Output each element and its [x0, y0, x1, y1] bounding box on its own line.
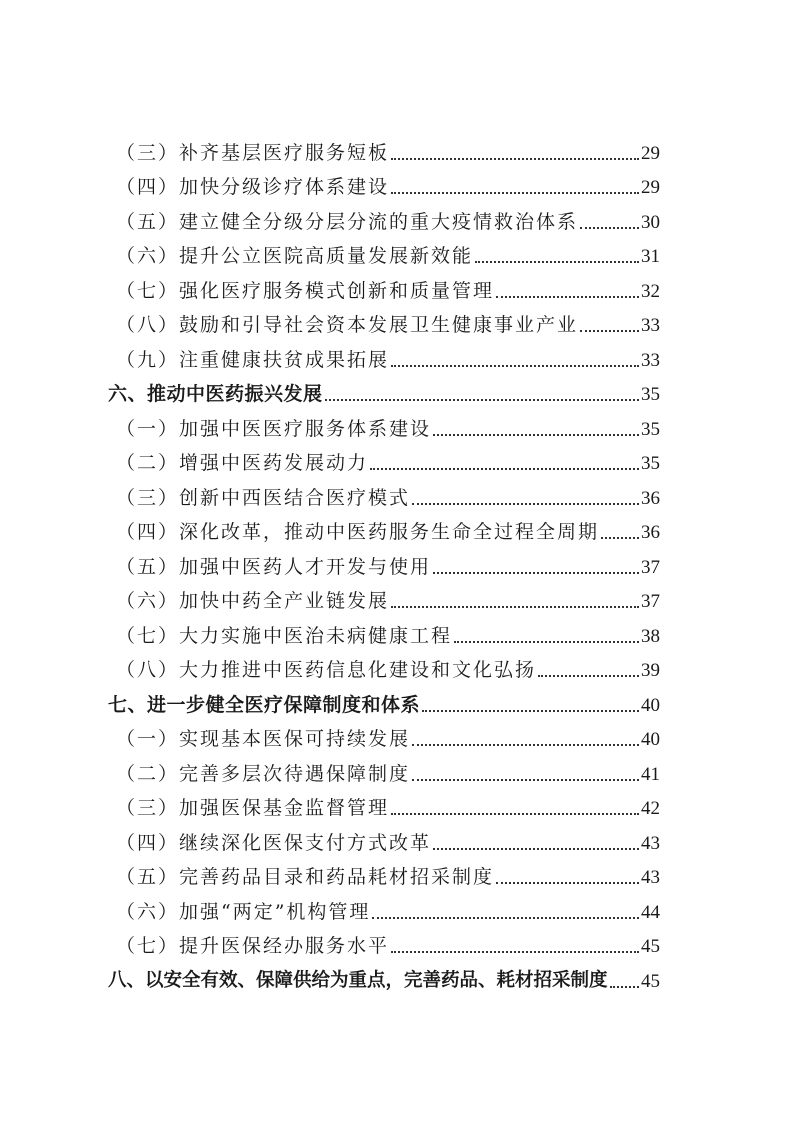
toc-page-number: 35	[641, 418, 660, 440]
toc-page-number: 42	[641, 798, 660, 819]
toc-page-number: 45	[641, 936, 660, 957]
toc-subsection-entry	[108, 887, 660, 922]
toc-page-number: 39	[641, 660, 660, 681]
toc-subsection-entry	[108, 922, 660, 957]
toc-subsection-entry	[108, 818, 660, 853]
dot-leader	[372, 917, 639, 919]
toc-subsection-entry	[108, 266, 660, 301]
toc-subsection-entry	[108, 508, 660, 543]
toc-entry-title: （六）加强“两定”机构管理	[116, 900, 371, 923]
toc-subsection-entry	[108, 646, 660, 681]
toc-page-number: 32	[641, 280, 660, 302]
toc-entry-title: （一）实现基本医保可持续发展	[116, 728, 411, 750]
toc-subsection-entry	[108, 853, 660, 888]
toc-entry-title: （五）完善药品目录和药品耗材招采制度	[116, 866, 495, 888]
toc-section-entry	[108, 370, 660, 405]
toc-page-number: 31	[641, 246, 660, 267]
dot-leader	[412, 503, 639, 505]
dot-leader	[601, 537, 639, 539]
dot-leader	[433, 434, 639, 436]
dot-leader	[496, 882, 639, 884]
toc-entry-title: （八）鼓励和引导社会资本发展卫生健康事业产业	[116, 314, 579, 336]
toc-entry-title: （四）加快分级诊疗体系建设	[116, 176, 390, 198]
toc-subsection-entry	[108, 715, 660, 750]
dot-leader	[610, 986, 639, 988]
toc-entry-title: （四）继续深化医保支付方式改革	[116, 831, 432, 854]
toc-subsection-entry	[108, 439, 660, 474]
toc-page-number: 35	[641, 384, 660, 405]
toc-page-number: 33	[641, 315, 660, 336]
toc-section-entry	[108, 956, 660, 991]
dot-leader	[391, 158, 639, 160]
dot-leader	[580, 227, 639, 229]
toc-subsection-entry	[108, 197, 660, 232]
toc-subsection-entry	[108, 128, 660, 163]
dot-leader	[580, 330, 639, 332]
toc-entry-title: （七）大力实施中医治未病健康工程	[116, 624, 453, 647]
toc-subsection-entry	[108, 335, 660, 370]
dot-leader	[391, 365, 639, 367]
toc-page-number: 35	[641, 453, 660, 474]
toc-page-number: 29	[641, 177, 660, 198]
table-of-contents	[108, 128, 660, 991]
toc-entry-title: （九）注重健康扶贫成果拓展	[116, 348, 390, 371]
toc-section-entry	[108, 680, 660, 715]
toc-page-number: 37	[641, 591, 660, 612]
toc-entry-title: （三）加强医保基金监督管理	[116, 797, 390, 819]
dot-leader	[370, 468, 639, 470]
dot-leader	[538, 675, 639, 677]
toc-page-number: 40	[641, 694, 660, 716]
toc-entry-title: （三）创新中西医结合医疗模式	[116, 486, 411, 509]
toc-page-number: 40	[641, 729, 660, 750]
toc-entry-title: 七、进一步健全医疗保障制度和体系	[108, 693, 421, 716]
toc-entry-title: （六）加快中药全产业链发展	[116, 590, 390, 612]
toc-subsection-entry	[108, 404, 660, 439]
dot-leader	[454, 641, 639, 643]
dot-leader	[391, 192, 639, 194]
toc-subsection-entry	[108, 542, 660, 577]
toc-page-number: 37	[641, 556, 660, 578]
toc-entry-title: 八、以安全有效、保障供给为重点，完善药品、耗材招采制度	[108, 970, 608, 991]
toc-subsection-entry	[108, 784, 660, 819]
dot-leader	[412, 744, 639, 746]
dot-leader	[391, 813, 639, 815]
toc-entry-title: （八）大力推进中医药信息化建设和文化弘扬	[116, 659, 537, 681]
toc-entry-title: 六、推动中医药振兴发展	[108, 383, 323, 405]
toc-subsection-entry	[108, 749, 660, 784]
toc-subsection-entry	[108, 611, 660, 646]
toc-entry-title: （五）建立健全分级分层分流的重大疫情救治体系	[116, 210, 579, 233]
toc-entry-title: （七）提升医保经办服务水平	[116, 935, 390, 957]
toc-entry-title: （三）补齐基层医疗服务短板	[116, 141, 390, 164]
toc-entry-title: （四）深化改革，推动中医药服务生命全过程全周期	[116, 521, 600, 543]
toc-page-number: 38	[641, 625, 660, 647]
toc-entry-title: （五）加强中医药人才开发与使用	[116, 555, 432, 578]
toc-subsection-entry	[108, 473, 660, 508]
toc-entry-title: （二）完善多层次待遇保障制度	[116, 762, 411, 785]
toc-entry-title: （一）加强中医医疗服务体系建设	[116, 417, 432, 440]
dot-leader	[422, 710, 639, 712]
toc-page-number: 33	[641, 349, 660, 371]
dot-leader	[496, 296, 639, 298]
toc-entry-title: （七）强化医疗服务模式创新和质量管理	[116, 279, 495, 302]
toc-page-number: 29	[641, 142, 660, 164]
dot-leader	[433, 848, 639, 850]
dot-leader	[391, 951, 639, 953]
dot-leader	[475, 261, 639, 263]
toc-entry-title: （六）提升公立医院高质量发展新效能	[116, 245, 474, 267]
dot-leader	[433, 572, 639, 574]
toc-subsection-entry	[108, 232, 660, 267]
toc-subsection-entry	[108, 301, 660, 336]
toc-page-number: 36	[641, 522, 660, 543]
toc-page-number: 43	[641, 832, 660, 854]
dot-leader	[391, 606, 639, 608]
toc-page-number: 43	[641, 867, 660, 888]
toc-page-number: 36	[641, 487, 660, 509]
toc-subsection-entry	[108, 163, 660, 198]
toc-subsection-entry	[108, 577, 660, 612]
toc-page-number: 44	[641, 901, 660, 923]
toc-page-number: 30	[641, 211, 660, 233]
dot-leader	[412, 779, 639, 781]
toc-page-number: 45	[641, 970, 660, 992]
dot-leader	[325, 399, 639, 401]
toc-entry-title: （二）增强中医药发展动力	[116, 452, 369, 474]
toc-page-number: 41	[641, 763, 660, 785]
